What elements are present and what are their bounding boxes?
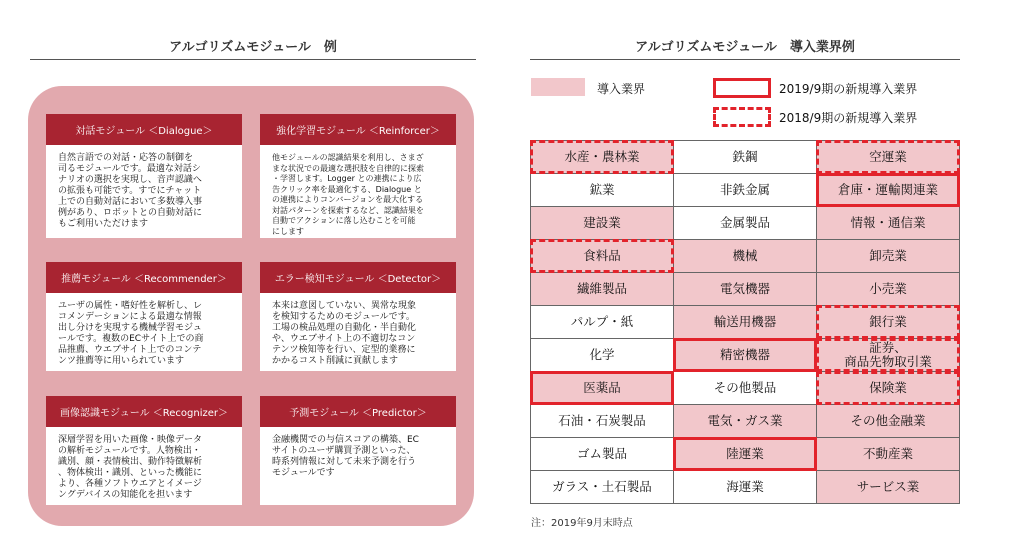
left-section-title: アルゴリズムモジュール 例 bbox=[169, 40, 337, 55]
industry-cell: 卸売業 bbox=[817, 240, 960, 273]
industry-cell: 精密機器 bbox=[674, 339, 817, 372]
industry-cell: 保険業 bbox=[817, 372, 960, 405]
module-title: 画像認識モジュール ＜Recognizer＞ bbox=[46, 396, 242, 427]
module-title: 対話モジュール ＜Dialogue＞ bbox=[46, 114, 242, 145]
left-title-rule bbox=[30, 59, 476, 60]
industry-cell: 情報・通信業 bbox=[817, 207, 960, 240]
module-body: 他モジュールの認識結果を利用し、さまざ まな状況での最適な選択肢を自律的に探索 ・学習します。Logger との連携により広 告クリック率を最適化する、Dialogue と の連携によりコンバージョンを最大化する 対話パターンを探索するなど、認識結果を 自動でアクションに落し込むことを可能 にします bbox=[272, 153, 424, 236]
legend-fill-label: 導入業界 bbox=[597, 82, 646, 96]
industry-cell: 化学 bbox=[531, 339, 674, 372]
industry-cell: 輸送用機器 bbox=[674, 306, 817, 339]
industry-cell: ガラス・土石製品 bbox=[531, 471, 674, 504]
right-section-title: アルゴリズムモジュール 導入業界例 bbox=[635, 40, 855, 55]
industry-table bbox=[530, 140, 960, 504]
industry-cell: 食料品 bbox=[531, 240, 674, 273]
industry-cell: 陸運業 bbox=[674, 438, 817, 471]
legend-dashed-swatch bbox=[713, 107, 771, 127]
industry-cell: 空運業 bbox=[817, 141, 960, 174]
legend-solid-swatch bbox=[713, 78, 771, 98]
module-detector bbox=[260, 262, 456, 371]
module-body: 深層学習を用いた画像・映像データ の解析モジュールです。人物検出・ 識別、顔・表情検出、動作特徴解析 、物体検出・識別、といった機能に より、各種ソフトウエアとイメージ ングデバイスの知能化を担います bbox=[58, 435, 203, 500]
right-title-rule bbox=[530, 59, 960, 60]
module-body: 金融機関での与信スコアの構築、EC サイトのユーザ購買予測といった、 時系列情報に対して未来予測を行う モジュールです bbox=[272, 435, 419, 478]
footnote: 注：2019年9月末時点 bbox=[531, 518, 633, 529]
industry-cell: 海運業 bbox=[674, 471, 817, 504]
module-title: 推薦モジュール ＜Recommender＞ bbox=[46, 262, 242, 293]
industry-cell: 建設業 bbox=[531, 207, 674, 240]
industry-cell: 繊維製品 bbox=[531, 273, 674, 306]
industry-cell: 電気機器 bbox=[674, 273, 817, 306]
module-title: 強化学習モジュール ＜Reinforcer＞ bbox=[260, 114, 456, 145]
module-dialogue bbox=[46, 114, 242, 238]
module-title: エラー検知モジュール ＜Detector＞ bbox=[260, 262, 456, 293]
industry-cell: 医薬品 bbox=[531, 372, 674, 405]
industry-cell: 銀行業 bbox=[817, 306, 960, 339]
module-recommender bbox=[46, 262, 242, 371]
industry-cell: 不動産業 bbox=[817, 438, 960, 471]
legend-fill-swatch bbox=[531, 78, 585, 96]
industry-cell: パルプ・紙 bbox=[531, 306, 674, 339]
industry-cell: 非鉄金属 bbox=[674, 174, 817, 207]
industry-cell: 機械 bbox=[674, 240, 817, 273]
industry-cell: 証券、 商品先物取引業 bbox=[817, 339, 960, 372]
module-predictor bbox=[260, 396, 456, 505]
industry-cell: 鉱業 bbox=[531, 174, 674, 207]
legend-solid-label: 2019/9期の新規導入業界 bbox=[779, 82, 918, 96]
legend-dashed-label: 2018/9期の新規導入業界 bbox=[779, 111, 918, 125]
industry-cell: その他金融業 bbox=[817, 405, 960, 438]
module-body: 自然言語での対話・応答の制御を 司るモジュールです。最適な対話シ ナリオの選択を実現し、音声認識へ の拡張も可能です。すでにチャット 上での自動対話において多数導入事 例があり、ロボットとの自動対話に もご利用いただけます bbox=[58, 153, 203, 229]
industry-cell: 水産・農林業 bbox=[531, 141, 674, 174]
industry-cell: 石油・石炭製品 bbox=[531, 405, 674, 438]
module-recognizer bbox=[46, 396, 242, 505]
industry-cell: 金属製品 bbox=[674, 207, 817, 240]
module-panel bbox=[28, 86, 474, 526]
module-body: 本来は意図していない、異常な現象 を検知するためのモジュールです。 工場の検品処理の自動化・半自動化 や、ウエブサイト上の不適切なコン テンツ検知等を行い、定型的業務に かかるコスト削減に貢献します bbox=[272, 301, 417, 366]
industry-cell: 倉庫・運輸関連業 bbox=[817, 174, 960, 207]
industry-cell: その他製品 bbox=[674, 372, 817, 405]
industry-cell: 電気・ガス業 bbox=[674, 405, 817, 438]
industry-cell: 鉄鋼 bbox=[674, 141, 817, 174]
module-body: ユーザの属性・嗜好性を解析し、レ コメンデーションによる最適な情報 出し分けを実現する機械学習モジュ ールです。複数のECサイト上での商 品推薦、ウエブサイト上でのコンテ ンツ推薦等に用いられています bbox=[58, 301, 204, 366]
industry-cell: 小売業 bbox=[817, 273, 960, 306]
industry-cell: サービス業 bbox=[817, 471, 960, 504]
module-reinforcer bbox=[260, 114, 456, 238]
industry-cell: ゴム製品 bbox=[531, 438, 674, 471]
module-title: 予測モジュール ＜Predictor＞ bbox=[260, 396, 456, 427]
